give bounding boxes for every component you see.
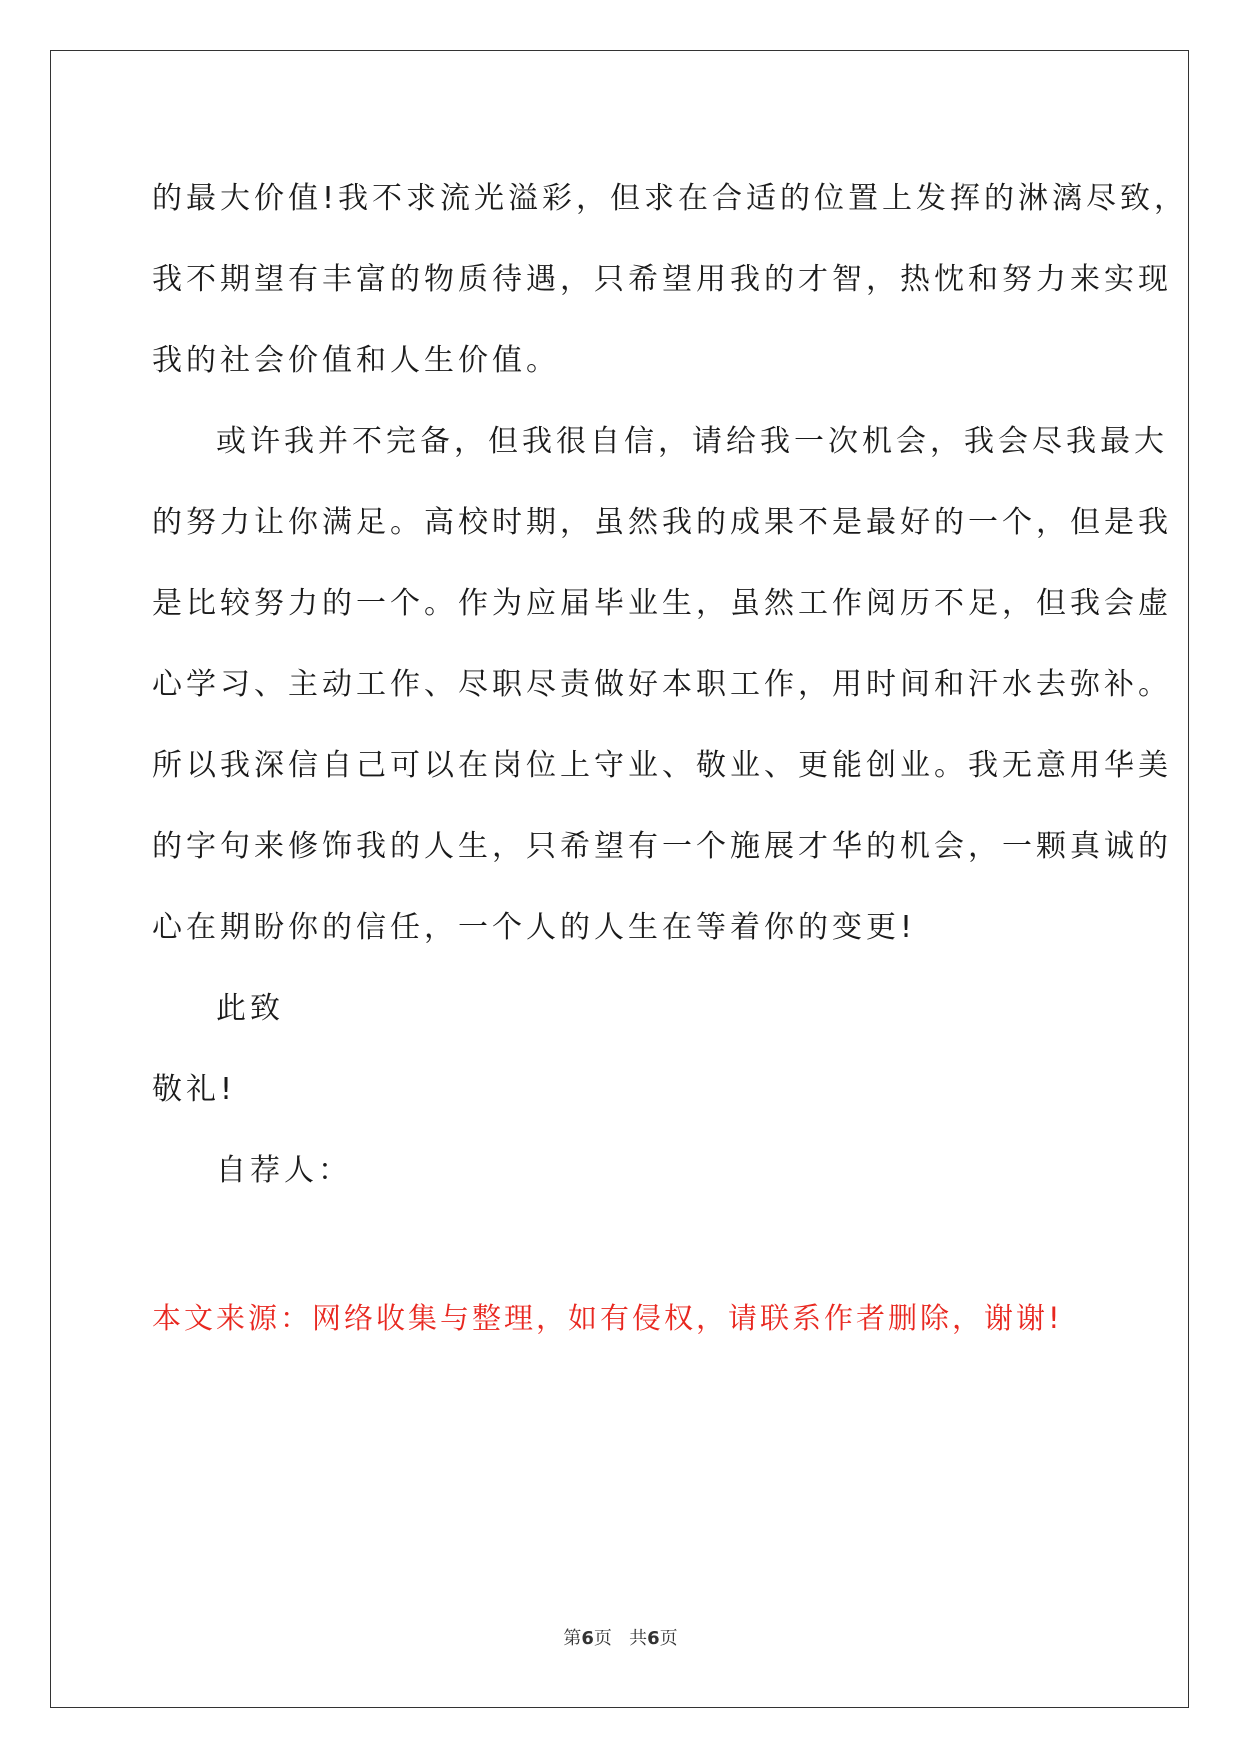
body-line: 是比较努力的一个。作为应届毕业生，虽然工作阅历不足，但我会虚 [152, 586, 1172, 621]
page-suffix: 页 [593, 1628, 612, 1649]
body-line: 我不期望有丰富的物质待遇，只希望用我的才智，热忱和努力来实现 [152, 262, 1172, 297]
page-prefix: 第 [563, 1628, 582, 1649]
body-line: 心学习、主动工作、尽职尽责做好本职工作，用时间和汗水去弥补。 [152, 667, 1172, 702]
closing-salutation: 此致 [216, 991, 284, 1026]
body-line: 我的社会价值和人生价值。 [152, 343, 560, 378]
letter-body [152, 158, 1189, 1211]
signature-label: 自荐人： [216, 1153, 352, 1188]
closing-regards: 敬礼! [152, 1072, 237, 1107]
body-line: 或许我并不完备，但我很自信，请给我一次机会，我会尽我最大 [216, 424, 1168, 459]
body-line: 的最大价值!我不求流光溢彩，但求在合适的位置上发挥的淋漓尽致， [152, 181, 1189, 216]
body-line: 的努力让你满足。高校时期，虽然我的成果不是最好的一个，但是我 [152, 505, 1172, 540]
body-line: 的字句来修饰我的人生，只希望有一个施展才华的机会，一颗真诚的 [152, 829, 1172, 864]
body-line: 所以我深信自己可以在岗位上守业、敬业、更能创业。我无意用华美 [152, 748, 1172, 783]
body-line: 心在期盼你的信任，一个人的人生在等着你的变更! [152, 910, 917, 945]
source-disclaimer: 本文来源：网络收集与整理，如有侵权，请联系作者删除，谢谢! [152, 1301, 1063, 1335]
total-suffix: 页 [659, 1628, 678, 1649]
page-footer [0, 1624, 1241, 1650]
page-current-number: 6 [581, 1628, 594, 1649]
total-prefix: 共 [629, 1628, 648, 1649]
page-total-number: 6 [647, 1628, 660, 1649]
